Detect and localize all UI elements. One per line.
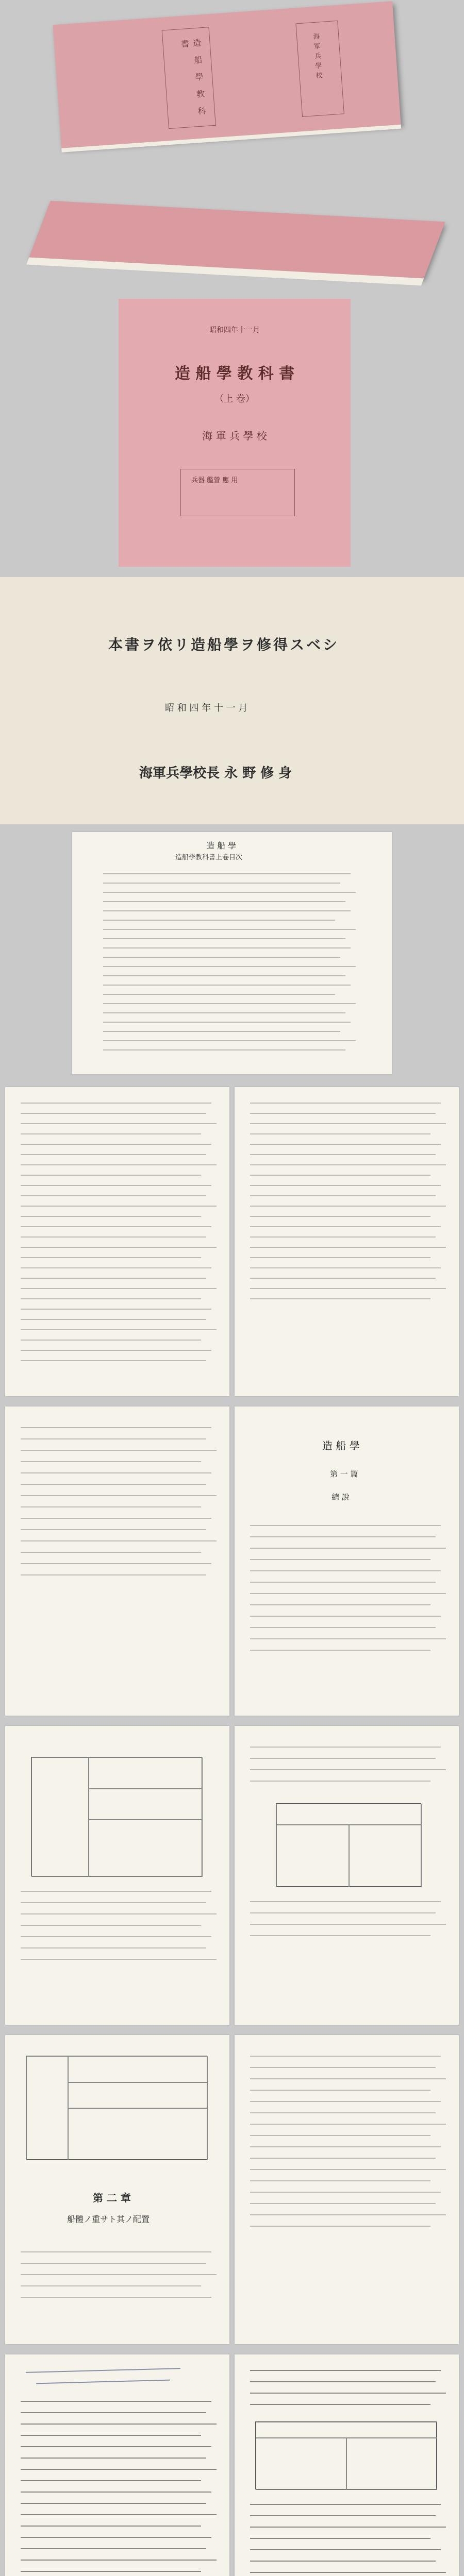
section-sub2: 總 說 (332, 1493, 350, 1502)
chapter-title: 船體ノ重サト其ノ配置 (67, 2214, 150, 2224)
table-right-page (235, 1726, 459, 2025)
annotated-left-page (5, 2354, 229, 2576)
front-cover (119, 299, 351, 567)
chapter-left-table (26, 2056, 207, 2160)
table-figure-left (31, 1757, 202, 1876)
photo-table-spread (0, 1721, 464, 2030)
photo-frontispiece (0, 577, 464, 824)
frontispiece-date: 昭 和 四 年 十 一 月 (165, 703, 248, 714)
photo-front-cover (0, 289, 464, 577)
text-left-page (5, 1406, 229, 1716)
text-right-page (235, 1406, 459, 1716)
cover-main-title: 造 船 學 教 科 書 (174, 365, 295, 383)
photo-annotated-spread (0, 2349, 464, 2576)
annotated-right-page (235, 2354, 459, 2576)
cover-bottom-label (180, 469, 295, 516)
cover-volume: （上 卷） (214, 394, 255, 404)
contents-subheader: 造船學教科書上卷目次 (175, 854, 243, 861)
cover-date: 昭和四年十一月 (209, 326, 260, 334)
book-cover-pink (53, 1, 401, 148)
spread-right-page (235, 1087, 459, 1396)
book-side-cover (29, 201, 445, 279)
spread-left-page (5, 1087, 229, 1396)
book-page-edge (61, 125, 401, 152)
chapter-number: 第 二 章 (93, 2192, 131, 2204)
cover-title-label (162, 27, 216, 129)
book-side-edge (26, 258, 424, 286)
chapter-right-page (235, 2035, 459, 2344)
frontispiece-main: 本書ヲ依リ造船學ヲ修得スベシ (108, 636, 340, 653)
cover-title-vertical: 造 船 學 教 科 書 (179, 38, 207, 118)
photo-book-side (0, 155, 464, 289)
photo-text-spread (0, 1401, 464, 1721)
cover-stamp-vertical: 海軍兵學校 (311, 32, 323, 82)
cover-stamp-label (295, 21, 344, 117)
frontispiece-signature: 海軍兵學校長 永 野 修 身 (139, 766, 292, 781)
photo-book-closed (0, 0, 464, 155)
photo-chapter-spread (0, 2030, 464, 2349)
section-heading: 造 船 學 (322, 1439, 360, 1452)
contents-header: 造 船 學 (206, 841, 237, 851)
cover-school: 海 軍 兵 學 校 (202, 430, 267, 442)
table-figure-right (276, 1803, 421, 1887)
contents-page (72, 832, 392, 1074)
photo-contents-spread (0, 1082, 464, 1401)
section-sub: 第 一 篇 (330, 1469, 358, 1479)
photo-contents-page (0, 824, 464, 1082)
annotated-table (255, 2421, 437, 2489)
chapter-left-page (5, 2035, 229, 2344)
table-left-page (5, 1726, 229, 2025)
cover-label-text: 兵器 艦營 應 用 (191, 477, 238, 484)
